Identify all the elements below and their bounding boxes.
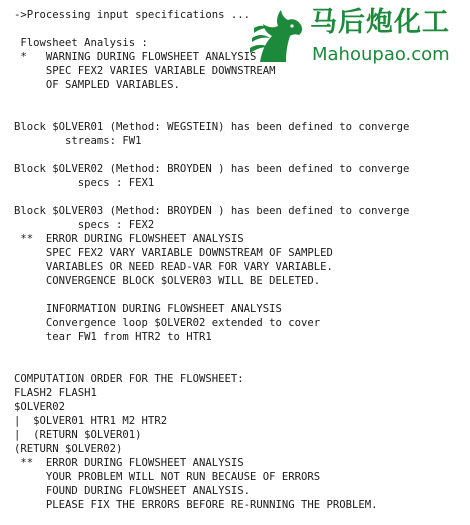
- console-line: INFORMATION DURING FLOWSHEET ANALYSIS: [14, 303, 282, 315]
- watermark-chinese-text: 马后炮化工: [310, 7, 450, 38]
- console-line: Block $OLVER03 (Method: BROYDEN ) has been defined to converge: [14, 205, 410, 217]
- console-line: ** ERROR DURING FLOWSHEET ANALYSIS: [14, 457, 244, 469]
- console-line: streams: FW1: [14, 135, 142, 147]
- console-line: | (RETURN $OLVER01): [14, 429, 142, 441]
- console-line: ** ERROR DURING FLOWSHEET ANALYSIS: [14, 233, 244, 245]
- console-line: CONVERGENCE BLOCK $OLVER03 WILL BE DELETED.: [14, 275, 321, 287]
- console-line: Flowsheet Analysis :: [14, 37, 148, 49]
- horse-logo-icon: [246, 4, 310, 68]
- console-line: Block $OLVER01 (Method: WEGSTEIN) has been defined to converge: [14, 121, 410, 133]
- watermark: [242, 0, 470, 72]
- console-line: FOUND DURING FLOWSHEET ANALYSIS.: [14, 485, 250, 497]
- console-line: SPEC FEX2 VARY VARIABLE DOWNSTREAM OF SAMPLED: [14, 247, 333, 259]
- console-line: OF SAMPLED VARIABLES.: [14, 79, 180, 91]
- console-line: (RETURN $OLVER02): [14, 443, 123, 455]
- console-line: $OLVER02: [14, 401, 66, 413]
- console-line: Convergence loop $OLVER02 extended to cover: [14, 317, 321, 329]
- console-line: | $OLVER01 HTR1 M2 HTR2: [14, 415, 168, 427]
- console-line: specs : FEX2: [14, 219, 155, 231]
- console-line: COMPUTATION ORDER FOR THE FLOWSHEET:: [14, 373, 244, 385]
- console-line: SPEC FEX2 VARIES VARIABLE DOWNSTREAM: [14, 65, 276, 77]
- console-line: * WARNING DURING FLOWSHEET ANALYSIS: [14, 51, 257, 63]
- console-line: VARIABLES OR NEED READ-VAR FOR VARY VARIABLE.: [14, 261, 333, 273]
- watermark-site-text: Mahoupao.com: [312, 44, 450, 65]
- console-line: FLASH2 FLASH1: [14, 387, 97, 399]
- console-line: tear FW1 from HTR2 to HTR1: [14, 331, 212, 343]
- console-line: ->Processing input specifications ...: [14, 9, 250, 21]
- console-line: Block $OLVER02 (Method: BROYDEN ) has been defined to converge: [14, 163, 410, 175]
- console-line: YOUR PROBLEM WILL NOT RUN BECAUSE OF ERRORS: [14, 471, 321, 483]
- console-line: PLEASE FIX THE ERRORS BEFORE RE-RUNNING THE PROBLEM.: [14, 499, 378, 511]
- console-line: specs : FEX1: [14, 177, 155, 189]
